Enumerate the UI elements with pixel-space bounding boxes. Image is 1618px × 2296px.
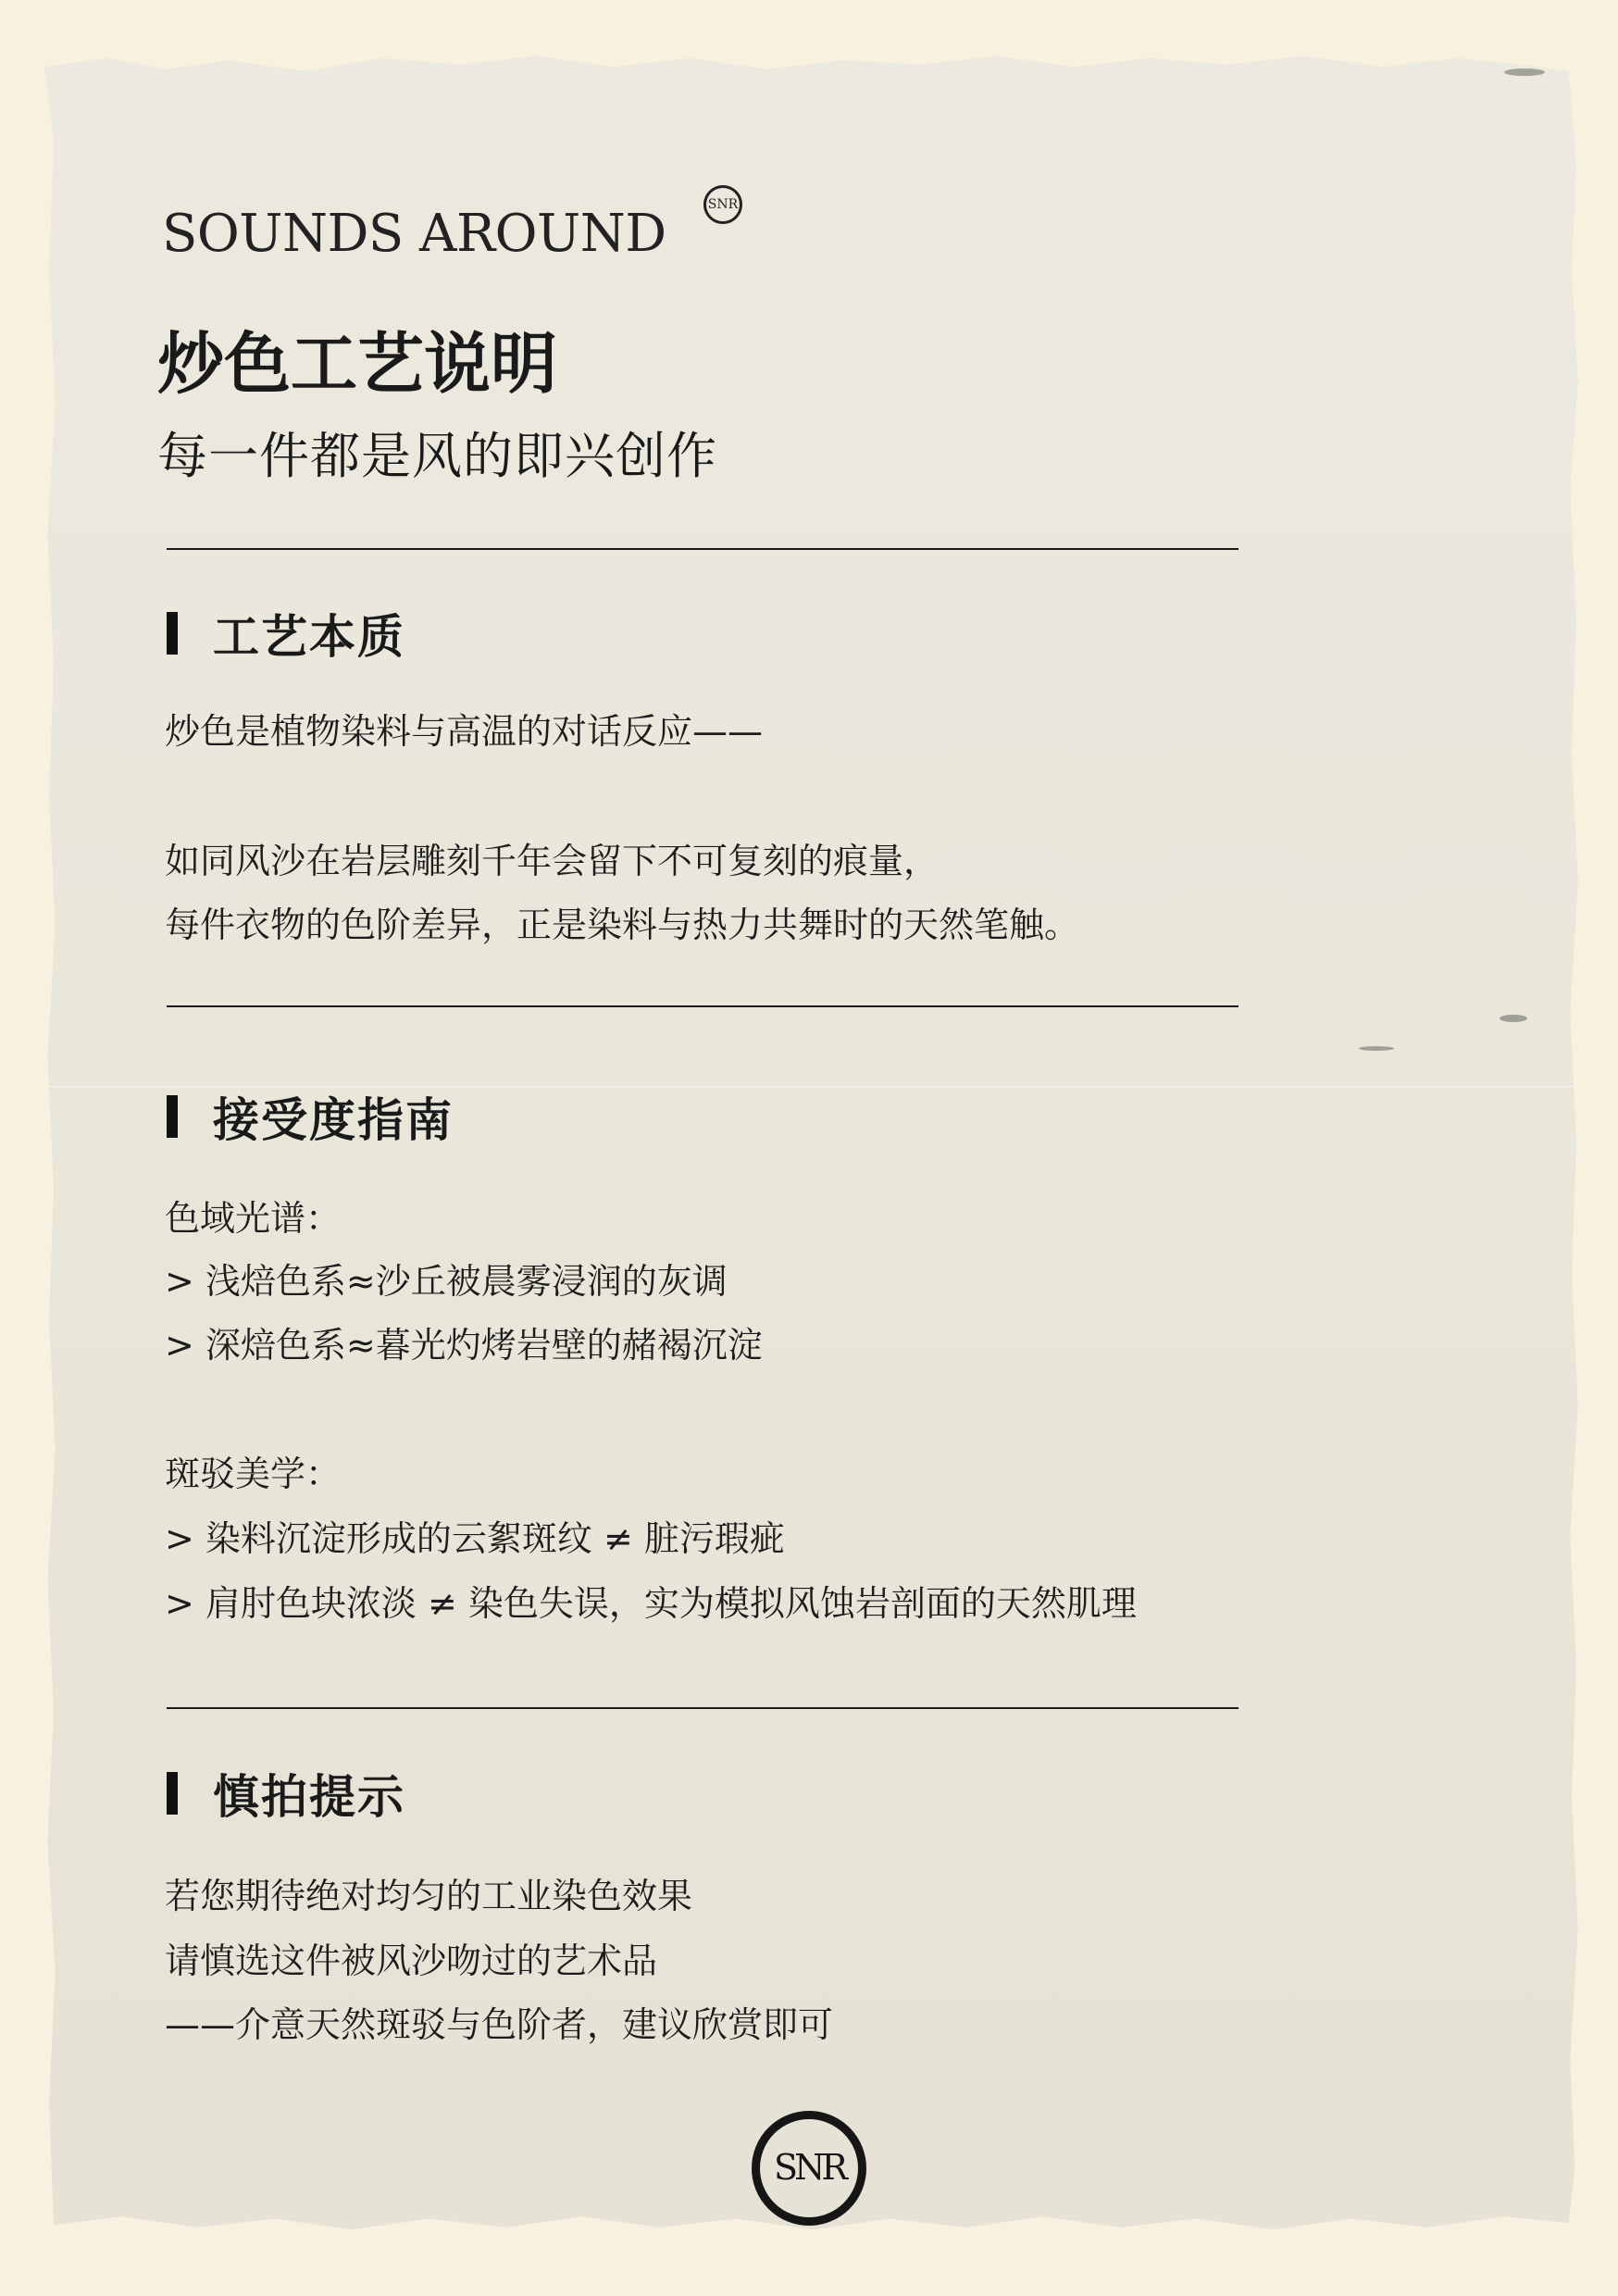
body-text-line: ——介意天然斑驳与色阶者，建议欣赏即可 [165,2004,834,2045]
paper-smudge [1500,1015,1527,1022]
section-heading-label: 慎拍提示 [213,1770,405,1824]
paper-smudge [1359,1046,1394,1051]
body-text-line: 斑驳美学： [165,1454,342,1494]
section-heading-craft [167,605,405,664]
page-title: 炒色工艺说明 [157,324,558,403]
heading-bar-icon [167,1095,178,1138]
heading-bar-icon [167,612,178,655]
body-text-line: 请慎选这件被风沙吻过的艺术品 [165,1940,658,1981]
section-divider [167,1005,1238,1007]
body-text-line: 若您期待绝对均匀的工业染色效果 [165,1876,693,1916]
body-text-line: 每件衣物的色阶差异，正是染料与热力共舞时的天然笔触。 [165,905,1080,945]
page-subtitle: 每一件都是风的即兴创作 [157,427,717,485]
body-text-line: > 染料沉淀形成的云絮斑纹 ≠ 脏污瑕疵 [165,1518,785,1559]
body-text-line: 色域光谱： [165,1198,342,1239]
section-heading-caution [167,1766,405,1824]
brand-name: SOUNDS AROUND [162,204,666,264]
paper-smudge [1504,69,1545,76]
body-text-line: > 肩肘色块浓淡 ≠ 染色失误，实为模拟风蚀岩剖面的天然肌理 [165,1583,1137,1624]
body-text-line: > 深焙色系≈暮光灼烤岩壁的赭褐沉淀 [165,1325,763,1366]
body-text-line: 炒色是植物染料与高温的对话反应—— [165,711,764,752]
footer-logo-icon: SNR [752,2111,866,2226]
section-divider [167,548,1238,550]
heading-bar-icon [167,1772,178,1815]
body-text-line: 如同风沙在岩层雕刻千年会留下不可复刻的痕量， [165,841,940,881]
body-text-line: > 浅焙色系≈沙丘被晨雾浸润的灰调 [165,1261,728,1302]
brand-logo-icon: SNR [703,185,742,224]
section-heading-acceptance [167,1089,454,1147]
section-heading-label: 接受度指南 [213,1093,454,1147]
section-heading-label: 工艺本质 [213,610,405,664]
section-divider [167,1707,1238,1709]
